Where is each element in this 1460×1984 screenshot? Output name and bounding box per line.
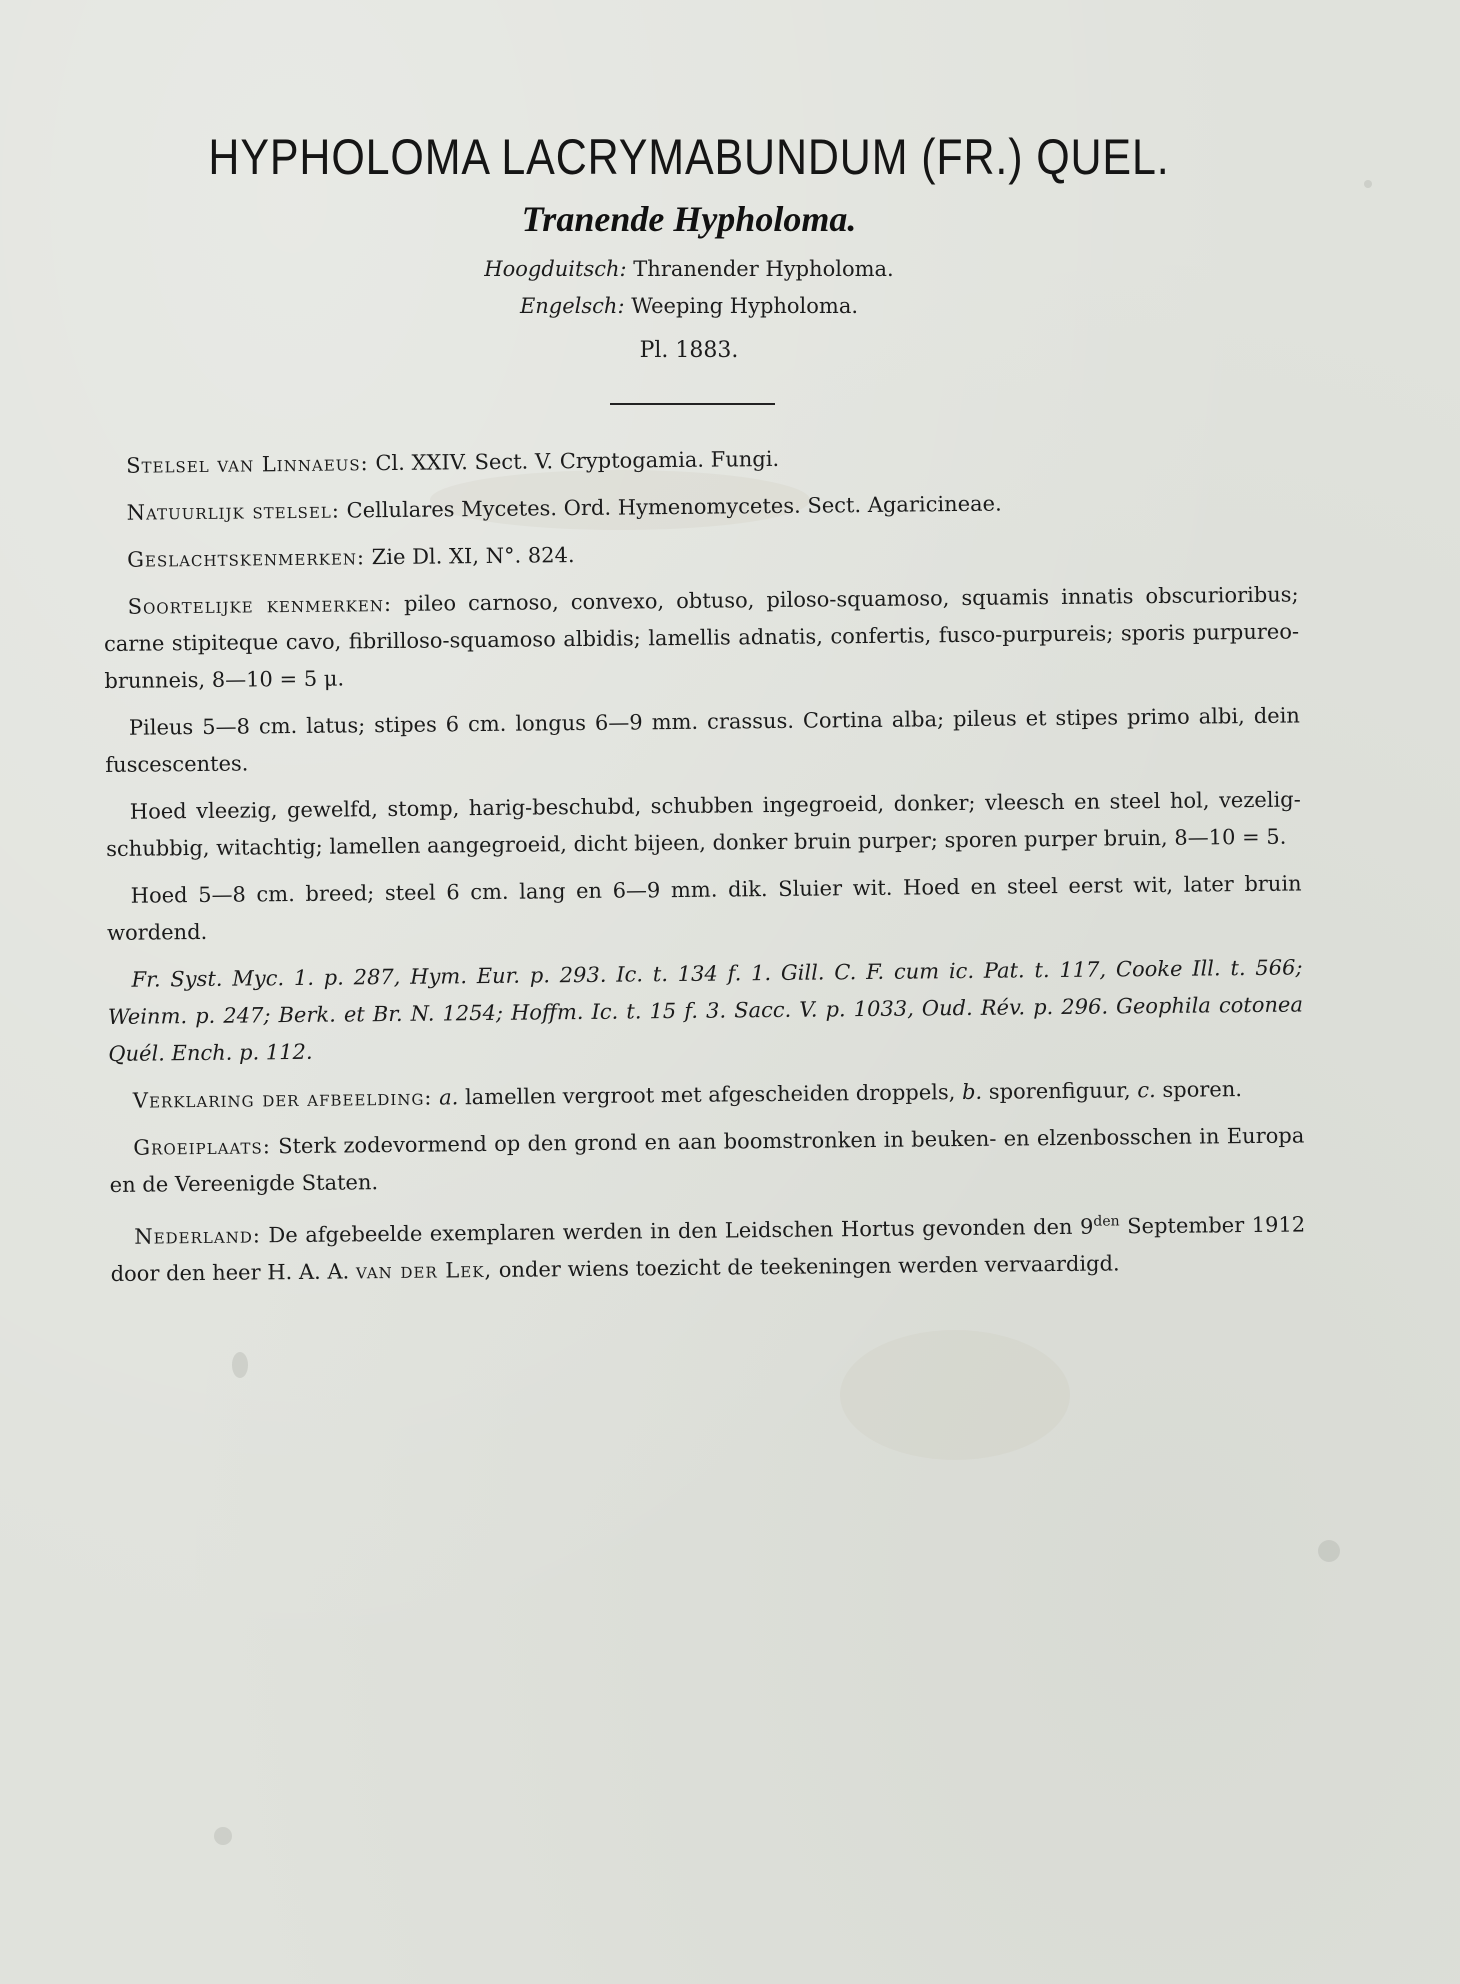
genus-text: Zie Dl. XI, N°. 824.: [371, 543, 575, 570]
netherlands-text-3: onder wiens toezicht de teekeningen werden vervaardigd.: [498, 1251, 1120, 1282]
figure-key-c: c.: [1137, 1078, 1156, 1103]
figure-key-a: a.: [439, 1085, 459, 1110]
natural-system-text: Cellulares Mycetes. Ord. Hymenomycetes. Sect. Agaricineae.: [346, 491, 1002, 523]
figure-explanation-label: Verklaring der afbeelding:: [132, 1085, 433, 1113]
page-spot: [1318, 1540, 1340, 1562]
dutch-description-2: Hoed 5—8 cm. breed; steel 6 cm. lang en 6—9 mm. dik. Sluier wit. Hoed en steel eerst wit, later bruin wordend.: [106, 871, 1302, 945]
habitat-label: Groeiplaats:: [133, 1134, 271, 1160]
german-label: Hoogduitsch:: [484, 257, 627, 281]
english-name-line: [0, 294, 1378, 318]
species-text: pileo carnoso, convexo, obtuso, piloso-squamoso, squamis innatis obscurioribus; carne stipiteque cavo, fibrilloso-squamoso albidis; lamellis adnatis, confertis, fusco-purpureis; sporis purpureo-brunneis, 8—10 = 5 μ.: [103, 582, 1300, 693]
figure-explanation-paragraph: [109, 1070, 1304, 1120]
page-title: HYPHOLOMA LACRYMABUNDUM (FR.) QUEL.: [208, 129, 1170, 185]
page-spot: [214, 1827, 232, 1845]
netherlands-label: Nederland:: [134, 1223, 262, 1249]
references-paragraph: Fr. Syst. Myc. 1. p. 287, Hym. Eur. p. 293. Ic. t. 134 f. 1. Gill. C. F. cum ic. Pat. t. 117, Cooke Ill. t. 566; Weinm. p. 247; Berk. et Br. N. 1254; Hoffm. Ic. t. 15 f. 3. Sacc. V. p. 1033, Oud. Rév. p. 296. Geophila cotonea Quél. Ench. p. 112.: [107, 955, 1304, 1066]
genus-label: Geslachtskenmerken:: [127, 545, 366, 572]
figure-key-b: b.: [961, 1079, 983, 1105]
figure-text-b: sporenfiguur,: [988, 1078, 1131, 1104]
english-name: Weeping Hypholoma.: [631, 294, 859, 318]
linnaeus-label: Stelsel van Linnaeus:: [126, 451, 369, 478]
description-body: [102, 435, 1306, 1302]
netherlands-text-1: De afgebeelde exemplaren werden in den Leidschen Hortus gevonden den 9: [268, 1214, 1094, 1248]
linnaeus-paragraph: [102, 435, 1297, 485]
figure-text-c: sporen.: [1162, 1077, 1243, 1102]
plate-number: Pl. 1883.: [639, 338, 739, 363]
figure-text-a: lamellen vergroot met afgescheiden droppels,: [464, 1080, 956, 1110]
dutch-common-name: Tranende Hypholoma.: [521, 199, 857, 239]
collector-name: van der Lek,: [355, 1257, 493, 1284]
german-name-line: [0, 257, 1378, 281]
natural-system-paragraph: [102, 482, 1297, 532]
species-label: Soortelijke kenmerken:: [127, 591, 393, 619]
date-superscript: den: [1093, 1213, 1120, 1230]
page-spot: [1364, 180, 1372, 188]
habitat-text: Sterk zodevormend op den grond en aan boomstronken in beuken- en elzenbosschen in Europa en de Vereenigde Staten.: [109, 1123, 1305, 1197]
habitat-paragraph: [109, 1117, 1305, 1204]
netherlands-text-2: September 1912 door den heer H. A. A.: [110, 1212, 1306, 1286]
page-spot: [232, 1352, 248, 1378]
linnaeus-text: Cl. XXIV. Sect. V. Cryptogamia. Fungi.: [375, 446, 780, 476]
genus-paragraph: [103, 529, 1298, 579]
species-paragraph: [103, 576, 1299, 700]
english-label: Engelsch:: [519, 294, 625, 318]
header-divider: [610, 403, 775, 405]
show-through-stain: [840, 1330, 1070, 1460]
german-name: Thranender Hypholoma.: [633, 257, 894, 281]
natural-system-label: Natuurlijk stelsel:: [126, 498, 340, 525]
dutch-description-1: Hoed vleezig, gewelfd, stomp, harig-beschubd, schubben ingegroeid, donker; vleesch en steel hol, vezelig-schubbig, witachtig; lamellen aangegroeid, dicht bijeen, donker bruin purper; sporen purper bruin, 8—10 = 5.: [106, 787, 1301, 861]
netherlands-paragraph: [110, 1201, 1306, 1293]
latin-description: Pileus 5—8 cm. latus; stipes 6 cm. longus 6—9 mm. crassus. Cortina alba; pileus et stipes primo albi, dein fuscescentes.: [105, 703, 1300, 777]
